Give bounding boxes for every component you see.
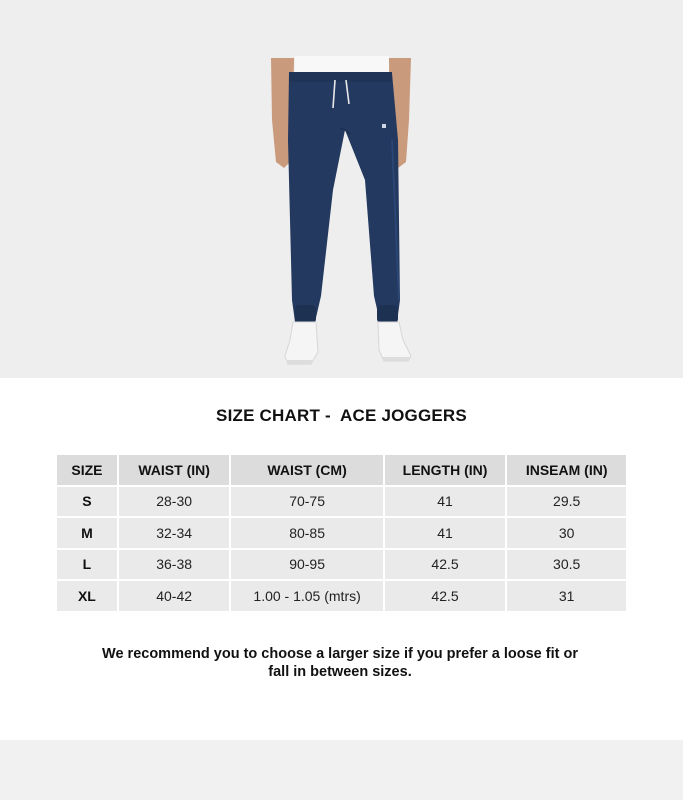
fit-recommendation-note bbox=[80, 645, 600, 681]
table-header-row bbox=[56, 454, 627, 486]
waist-in-cell: 36-38 bbox=[118, 549, 231, 581]
column-header-length-in: LENGTH (IN) bbox=[384, 454, 507, 486]
product-photo bbox=[0, 0, 683, 378]
inseam-in-cell: 30.5 bbox=[506, 549, 627, 581]
inseam-in-cell: 31 bbox=[506, 580, 627, 612]
length-in-cell: 42.5 bbox=[384, 549, 507, 581]
column-header-size: SIZE bbox=[56, 454, 118, 486]
inseam-in-cell: 30 bbox=[506, 517, 627, 549]
inseam-in-cell: 29.5 bbox=[506, 486, 627, 518]
size-cell: S bbox=[56, 486, 118, 518]
table-row bbox=[56, 580, 627, 612]
table-row bbox=[56, 517, 627, 549]
length-in-cell: 41 bbox=[384, 517, 507, 549]
waist-in-cell: 28-30 bbox=[118, 486, 231, 518]
column-header-waist-in: WAIST (IN) bbox=[118, 454, 231, 486]
table-row bbox=[56, 486, 627, 518]
length-in-cell: 41 bbox=[384, 486, 507, 518]
column-header-inseam-in: INSEAM (IN) bbox=[506, 454, 627, 486]
footer-band bbox=[0, 740, 683, 800]
note-line-1: We recommend you to choose a larger size if you prefer a loose fit or bbox=[102, 646, 578, 662]
note-line-2: fall in between sizes. bbox=[268, 664, 412, 680]
page-title: SIZE CHART - ACE JOGGERS bbox=[216, 406, 467, 425]
waist-in-cell: 40-42 bbox=[118, 580, 231, 612]
waist-cm-cell: 70-75 bbox=[230, 486, 383, 518]
joggers-illustration bbox=[0, 0, 683, 378]
waist-cm-cell: 80-85 bbox=[230, 517, 383, 549]
size-cell: XL bbox=[56, 580, 118, 612]
size-cell: M bbox=[56, 517, 118, 549]
column-header-waist-cm: WAIST (CM) bbox=[230, 454, 383, 486]
waist-in-cell: 32-34 bbox=[118, 517, 231, 549]
table-row bbox=[56, 549, 627, 581]
waist-cm-cell: 90-95 bbox=[230, 549, 383, 581]
size-chart-table bbox=[55, 453, 628, 613]
waist-cm-cell: 1.00 - 1.05 (mtrs) bbox=[230, 580, 383, 612]
length-in-cell: 42.5 bbox=[384, 580, 507, 612]
size-cell: L bbox=[56, 549, 118, 581]
